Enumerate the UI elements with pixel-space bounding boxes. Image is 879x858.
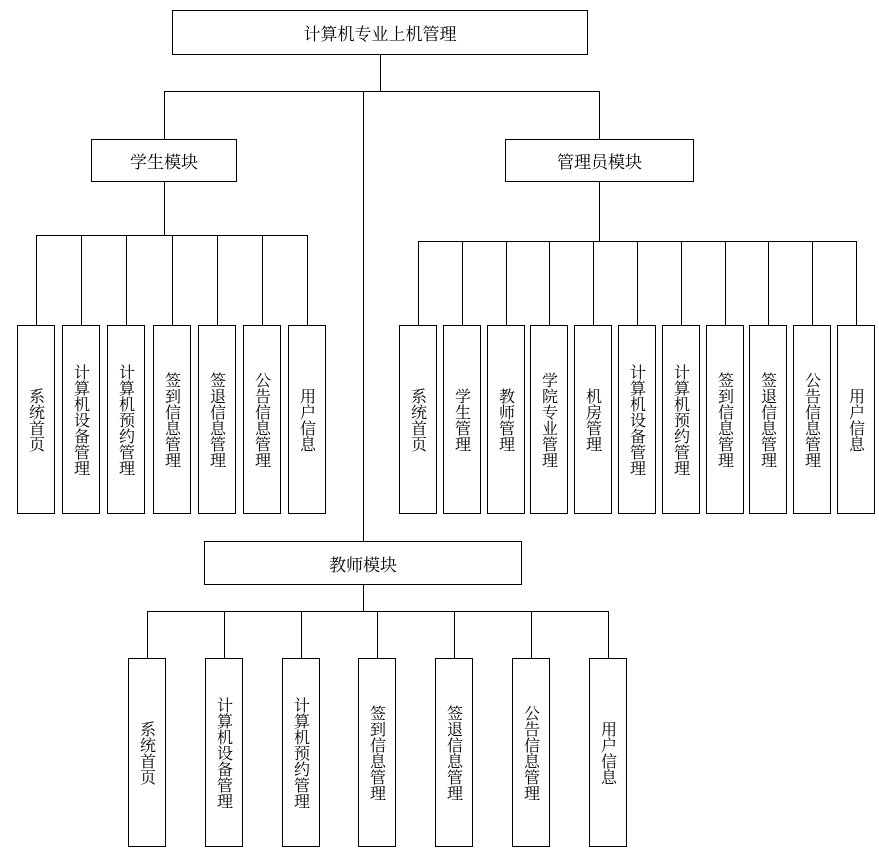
admin-leaf-label: 计算机设备管理 — [627, 363, 647, 476]
teacher-leaf-node — [358, 658, 396, 847]
connector-line — [147, 611, 148, 658]
admin-leaf-label: 公告信息管理 — [802, 371, 822, 468]
connector-line — [418, 241, 419, 325]
admin-leaf-label: 教师管理 — [496, 387, 516, 452]
teacher-leaf-label: 计算机预约管理 — [291, 696, 311, 809]
teacher-leaf-node — [435, 658, 473, 847]
teacher-leaf-label: 用户信息 — [598, 720, 618, 785]
admin-leaf-node — [837, 325, 875, 514]
connector-line — [506, 241, 507, 325]
connector-line — [377, 611, 378, 658]
admin-leaf-node — [662, 325, 700, 514]
teacher-leaf-label: 公告信息管理 — [521, 704, 541, 801]
student-leaf-node — [288, 325, 326, 514]
admin-leaf-node — [706, 325, 744, 514]
student-leaf-node — [243, 325, 281, 514]
admin-leaf-node — [749, 325, 787, 514]
student-module-label: 学生模块 — [130, 153, 198, 173]
connector-line — [549, 241, 550, 325]
connector-line — [856, 241, 857, 325]
student-leaf-label: 计算机预约管理 — [116, 363, 136, 476]
teacher-module-label: 教师模块 — [329, 555, 397, 576]
connector-line — [36, 235, 37, 325]
admin-leaf-node — [399, 325, 437, 514]
admin-leaf-node — [618, 325, 656, 514]
student-leaf-node — [62, 325, 100, 514]
connector-line — [126, 235, 127, 325]
teacher-leaf-label: 签退信息管理 — [444, 704, 464, 801]
connector-line — [164, 91, 165, 139]
connector-line — [768, 241, 769, 325]
admin-leaf-label: 签退信息管理 — [758, 371, 778, 468]
admin-leaf-label: 学院专业管理 — [539, 371, 559, 468]
admin-leaf-node — [574, 325, 612, 514]
admin-leaf-node — [443, 325, 481, 514]
teacher-leaf-label: 系统首页 — [137, 720, 157, 785]
student-leaf-label: 计算机设备管理 — [71, 363, 91, 476]
admin-leaf-label: 计算机预约管理 — [671, 363, 691, 476]
admin-leaf-label: 系统首页 — [408, 387, 428, 452]
student-leaf-label: 签退信息管理 — [207, 371, 227, 468]
connector-line — [172, 235, 173, 325]
teacher-leaf-label: 计算机设备管理 — [214, 696, 234, 809]
connector-line — [262, 235, 263, 325]
student-leaf-label: 系统首页 — [26, 387, 46, 452]
student-leaf-node — [17, 325, 55, 514]
connector-line — [224, 611, 225, 658]
connector-line — [380, 55, 381, 91]
connector-line — [454, 611, 455, 658]
root-node — [172, 10, 588, 55]
connector-line — [81, 235, 82, 325]
teacher-leaf-node — [205, 658, 243, 847]
connector-line — [725, 241, 726, 325]
connector-line — [164, 182, 165, 235]
connector-line — [363, 585, 364, 611]
admin-leaf-label: 机房管理 — [583, 387, 603, 452]
student-leaf-node — [153, 325, 191, 514]
student-leaf-label: 用户信息 — [297, 387, 317, 452]
connector-line — [637, 241, 638, 325]
connector-line — [363, 91, 364, 541]
connector-line — [593, 241, 594, 325]
admin-leaf-label: 用户信息 — [846, 387, 866, 452]
connector-line — [217, 235, 218, 325]
teacher-leaf-node — [128, 658, 166, 847]
teacher-leaf-node — [512, 658, 550, 847]
student-leaf-node — [198, 325, 236, 514]
teacher-leaf-node — [589, 658, 627, 847]
connector-line — [599, 91, 600, 139]
teacher-module-node — [204, 541, 522, 585]
student-module-node — [91, 139, 237, 182]
student-leaf-label: 签到信息管理 — [162, 371, 182, 468]
student-leaf-node — [107, 325, 145, 514]
connector-line — [301, 611, 302, 658]
admin-leaf-node — [487, 325, 525, 514]
teacher-leaf-label: 签到信息管理 — [367, 704, 387, 801]
connector-line — [608, 611, 609, 658]
student-leaf-label: 公告信息管理 — [252, 371, 272, 468]
root-label: 计算机专业上机管理 — [303, 25, 457, 45]
admin-module-label: 管理员模块 — [557, 153, 642, 173]
connector-line — [462, 241, 463, 325]
admin-leaf-node — [793, 325, 831, 514]
admin-module-node — [505, 139, 694, 182]
connector-line — [812, 241, 813, 325]
connector-line — [531, 611, 532, 658]
admin-leaf-label: 签到信息管理 — [715, 371, 735, 468]
connector-line — [164, 91, 600, 92]
admin-leaf-label: 学生管理 — [452, 387, 472, 452]
connector-line — [599, 182, 600, 241]
connector-line — [681, 241, 682, 325]
connector-line — [307, 235, 308, 325]
teacher-leaf-node — [282, 658, 320, 847]
admin-leaf-node — [530, 325, 568, 514]
